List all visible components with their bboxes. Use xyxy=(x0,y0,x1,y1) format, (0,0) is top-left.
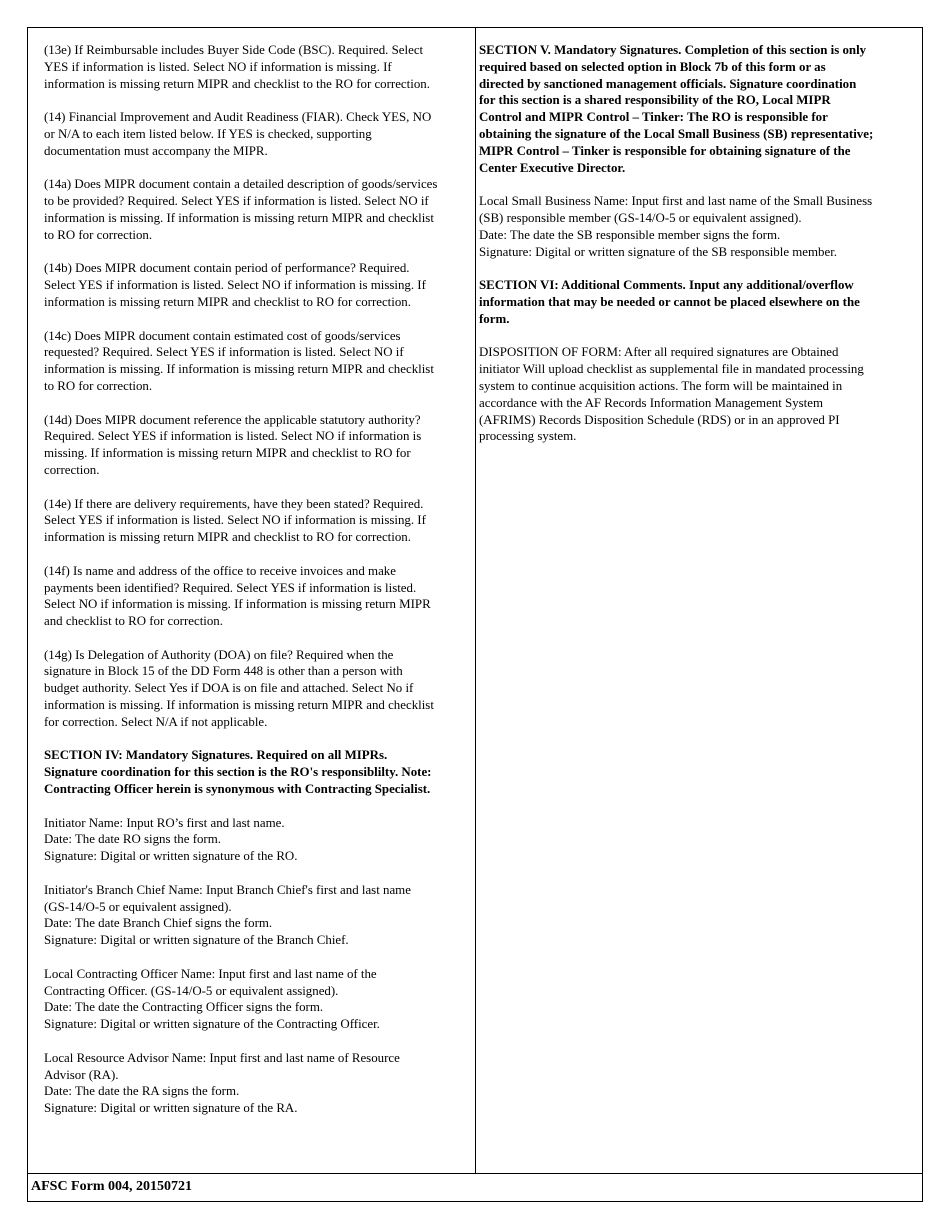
text-line: (14g) Is Delegation of Authority (DOA) on file? Required when the xyxy=(44,647,394,662)
text-line: Local Contracting Officer Name: Input first and last name of the xyxy=(44,966,377,981)
text-line: Signature: Digital or written signature of the Contracting Officer. xyxy=(44,1017,380,1032)
paragraph-13e xyxy=(44,42,475,92)
text-line: documentation must accompany the MIPR. xyxy=(44,143,268,158)
paragraph-14f xyxy=(44,563,475,630)
text-line: (14c) Does MIPR document contain estimated cost of goods/services xyxy=(44,328,401,343)
text-line: information is missing. If information is missing return MIPR and checklist xyxy=(44,210,434,225)
text-line: (14a) Does MIPR document contain a detailed description of goods/services xyxy=(44,177,438,192)
text-line: Signature: Digital or written signature of the RA. xyxy=(44,1101,298,1116)
form-page xyxy=(27,27,923,1202)
text-line: correction. xyxy=(44,462,100,477)
paragraph-14d xyxy=(44,412,475,479)
text-line: for correction. Select N/A if not applicable. xyxy=(44,714,268,729)
text-line: (14) Financial Improvement and Audit Readiness (FIAR). Check YES, NO xyxy=(44,110,432,125)
text-line: Date: The date RO signs the form. xyxy=(44,832,221,847)
text-line: (GS-14/O-5 or equivalent assigned). xyxy=(44,899,232,914)
text-line: (14b) Does MIPR document contain period of performance? Required. xyxy=(44,261,410,276)
text-line: form. xyxy=(479,311,510,326)
right-column xyxy=(476,28,922,1173)
text-line: Signature coordination for this section is the RO's responsiblilty. Note: xyxy=(44,765,432,780)
text-line: Select YES if information is listed. Select NO if information is missing. If xyxy=(44,513,426,528)
text-line: Date: The date Branch Chief signs the form. xyxy=(44,916,273,931)
text-line: SECTION V. Mandatory Signatures. Completion of this section is only xyxy=(479,43,867,57)
text-line: information is missing. If information is missing return MIPR and checklist xyxy=(44,698,434,713)
text-line: Center Executive Director. xyxy=(479,160,626,175)
text-line: Signature: Digital or written signature of the Branch Chief. xyxy=(44,933,349,948)
text-line: information is missing return MIPR and checklist to RO for correction. xyxy=(44,530,411,545)
paragraph-14c xyxy=(44,328,475,395)
text-line: requested? Required. Select YES if information is listed. Select NO if xyxy=(44,345,404,360)
text-line: Date: The date the SB responsible member signs the form. xyxy=(479,227,781,242)
text-line: or N/A to each item listed below. If YES is checked, supporting xyxy=(44,126,372,141)
text-line: directed by sanctioned management officials. Signature coordination xyxy=(479,76,857,91)
text-line: accordance with the AF Records Information Management System xyxy=(479,395,824,410)
paragraph-section-vi xyxy=(479,277,914,327)
text-line: for this section is a shared responsibility of the RO, Local MIPR xyxy=(479,93,831,108)
text-line: information is missing return MIPR and checklist to RO for correction. xyxy=(44,294,411,309)
text-line: Advisor (RA). xyxy=(44,1067,119,1082)
paragraph-small-business xyxy=(479,193,914,260)
text-line: (14d) Does MIPR document reference the applicable statutory authority? xyxy=(44,412,421,427)
text-line: Required. Select YES if information is listed. Select NO if information is xyxy=(44,429,422,444)
paragraph-14e xyxy=(44,496,475,546)
text-line: to RO for correction. xyxy=(44,378,153,393)
text-line: Select NO if information is missing. If information is missing return MIPR xyxy=(44,597,431,612)
text-line: SECTION VI: Additional Comments. Input any additional/overflow xyxy=(479,278,854,293)
text-line: Local Resource Advisor Name: Input first and last name of Resource xyxy=(44,1050,400,1065)
text-line: (13e) If Reimbursable includes Buyer Side Code (BSC). Required. Select xyxy=(44,43,424,57)
text-line: Date: The date the Contracting Officer signs the form. xyxy=(44,1000,324,1015)
form-footer xyxy=(28,1173,922,1201)
text-line: (AFRIMS) Records Disposition Schedule (RDS) or in an approved PI xyxy=(479,412,840,427)
text-line: information is missing. If information is missing return MIPR and checklist xyxy=(44,362,434,377)
paragraph-14a xyxy=(44,176,475,243)
text-line: obtaining the signature of the Local Small Business (SB) representative; xyxy=(479,126,874,141)
paragraph-resource-advisor xyxy=(44,1050,475,1117)
paragraph-section-iv xyxy=(44,747,475,797)
text-line: Initiator Name: Input RO’s first and last name. xyxy=(44,815,285,830)
left-column xyxy=(28,28,476,1173)
text-line: to be provided? Required. Select YES if information is listed. Select NO if xyxy=(44,194,429,209)
text-line: and checklist to RO for correction. xyxy=(44,614,223,629)
text-line: signature in Block 15 of the DD Form 448 is other than a person with xyxy=(44,664,403,679)
text-line: Signature: Digital or written signature of the SB responsible member. xyxy=(479,244,838,259)
text-line: YES if information is listed. Select NO if information is missing. If xyxy=(44,59,392,74)
paragraph-disposition xyxy=(479,344,914,445)
text-line: information that may be needed or cannot be placed elsewhere on the xyxy=(479,294,860,309)
text-line: (SB) responsible member (GS-14/O-5 or equivalent assigned). xyxy=(479,210,802,225)
text-line: budget authority. Select Yes if DOA is on file and attached. Select No if xyxy=(44,681,414,696)
text-line: to RO for correction. xyxy=(44,227,153,242)
text-line: Local Small Business Name: Input first and last name of the Small Business xyxy=(479,194,873,209)
text-line: Initiator's Branch Chief Name: Input Branch Chief's first and last name xyxy=(44,882,411,897)
text-line: Contracting Officer. (GS-14/O-5 or equivalent assigned). xyxy=(44,983,339,998)
paragraph-section-v xyxy=(479,42,914,176)
text-line: Select YES if information is listed. Select NO if information is missing. If xyxy=(44,278,426,293)
text-line: initiator Will upload checklist as supplemental file in mandated processing xyxy=(479,362,864,377)
paragraph-contracting-officer xyxy=(44,966,475,1033)
text-line: required based on selected option in Block 7b of this form or as xyxy=(479,59,826,74)
form-id-label: AFSC Form 004, 20150721 xyxy=(31,1179,192,1194)
paragraph-branch-chief xyxy=(44,882,475,949)
text-line: missing. If information is missing return MIPR and checklist to RO for xyxy=(44,446,411,461)
text-line: Signature: Digital or written signature of the RO. xyxy=(44,849,298,864)
text-line: information is missing return MIPR and checklist to the RO for correction. xyxy=(44,76,430,91)
paragraph-14b xyxy=(44,260,475,310)
text-line: DISPOSITION OF FORM: After all required signatures are Obtained xyxy=(479,345,839,360)
text-line: SECTION IV: Mandatory Signatures. Required on all MIPRs. xyxy=(44,748,388,763)
text-line: Control and MIPR Control – Tinker: The RO is responsible for xyxy=(479,110,828,125)
text-line: processing system. xyxy=(479,429,577,444)
paragraph-14g xyxy=(44,647,475,731)
text-line: payments been identified? Required. Select YES if information is listed. xyxy=(44,580,417,595)
text-line: MIPR Control – Tinker is responsible for obtaining signature of the xyxy=(479,143,851,158)
paragraph-14 xyxy=(44,109,475,159)
text-line: system to continue acquisition actions. The form will be maintained in xyxy=(479,378,843,393)
text-line: Date: The date the RA signs the form. xyxy=(44,1084,240,1099)
text-line: Contracting Officer herein is synonymous with Contracting Specialist. xyxy=(44,782,431,797)
text-line: (14f) Is name and address of the office to receive invoices and make xyxy=(44,563,396,578)
paragraph-initiator xyxy=(44,815,475,865)
text-line: (14e) If there are delivery requirements, have they been stated? Required. xyxy=(44,496,424,511)
